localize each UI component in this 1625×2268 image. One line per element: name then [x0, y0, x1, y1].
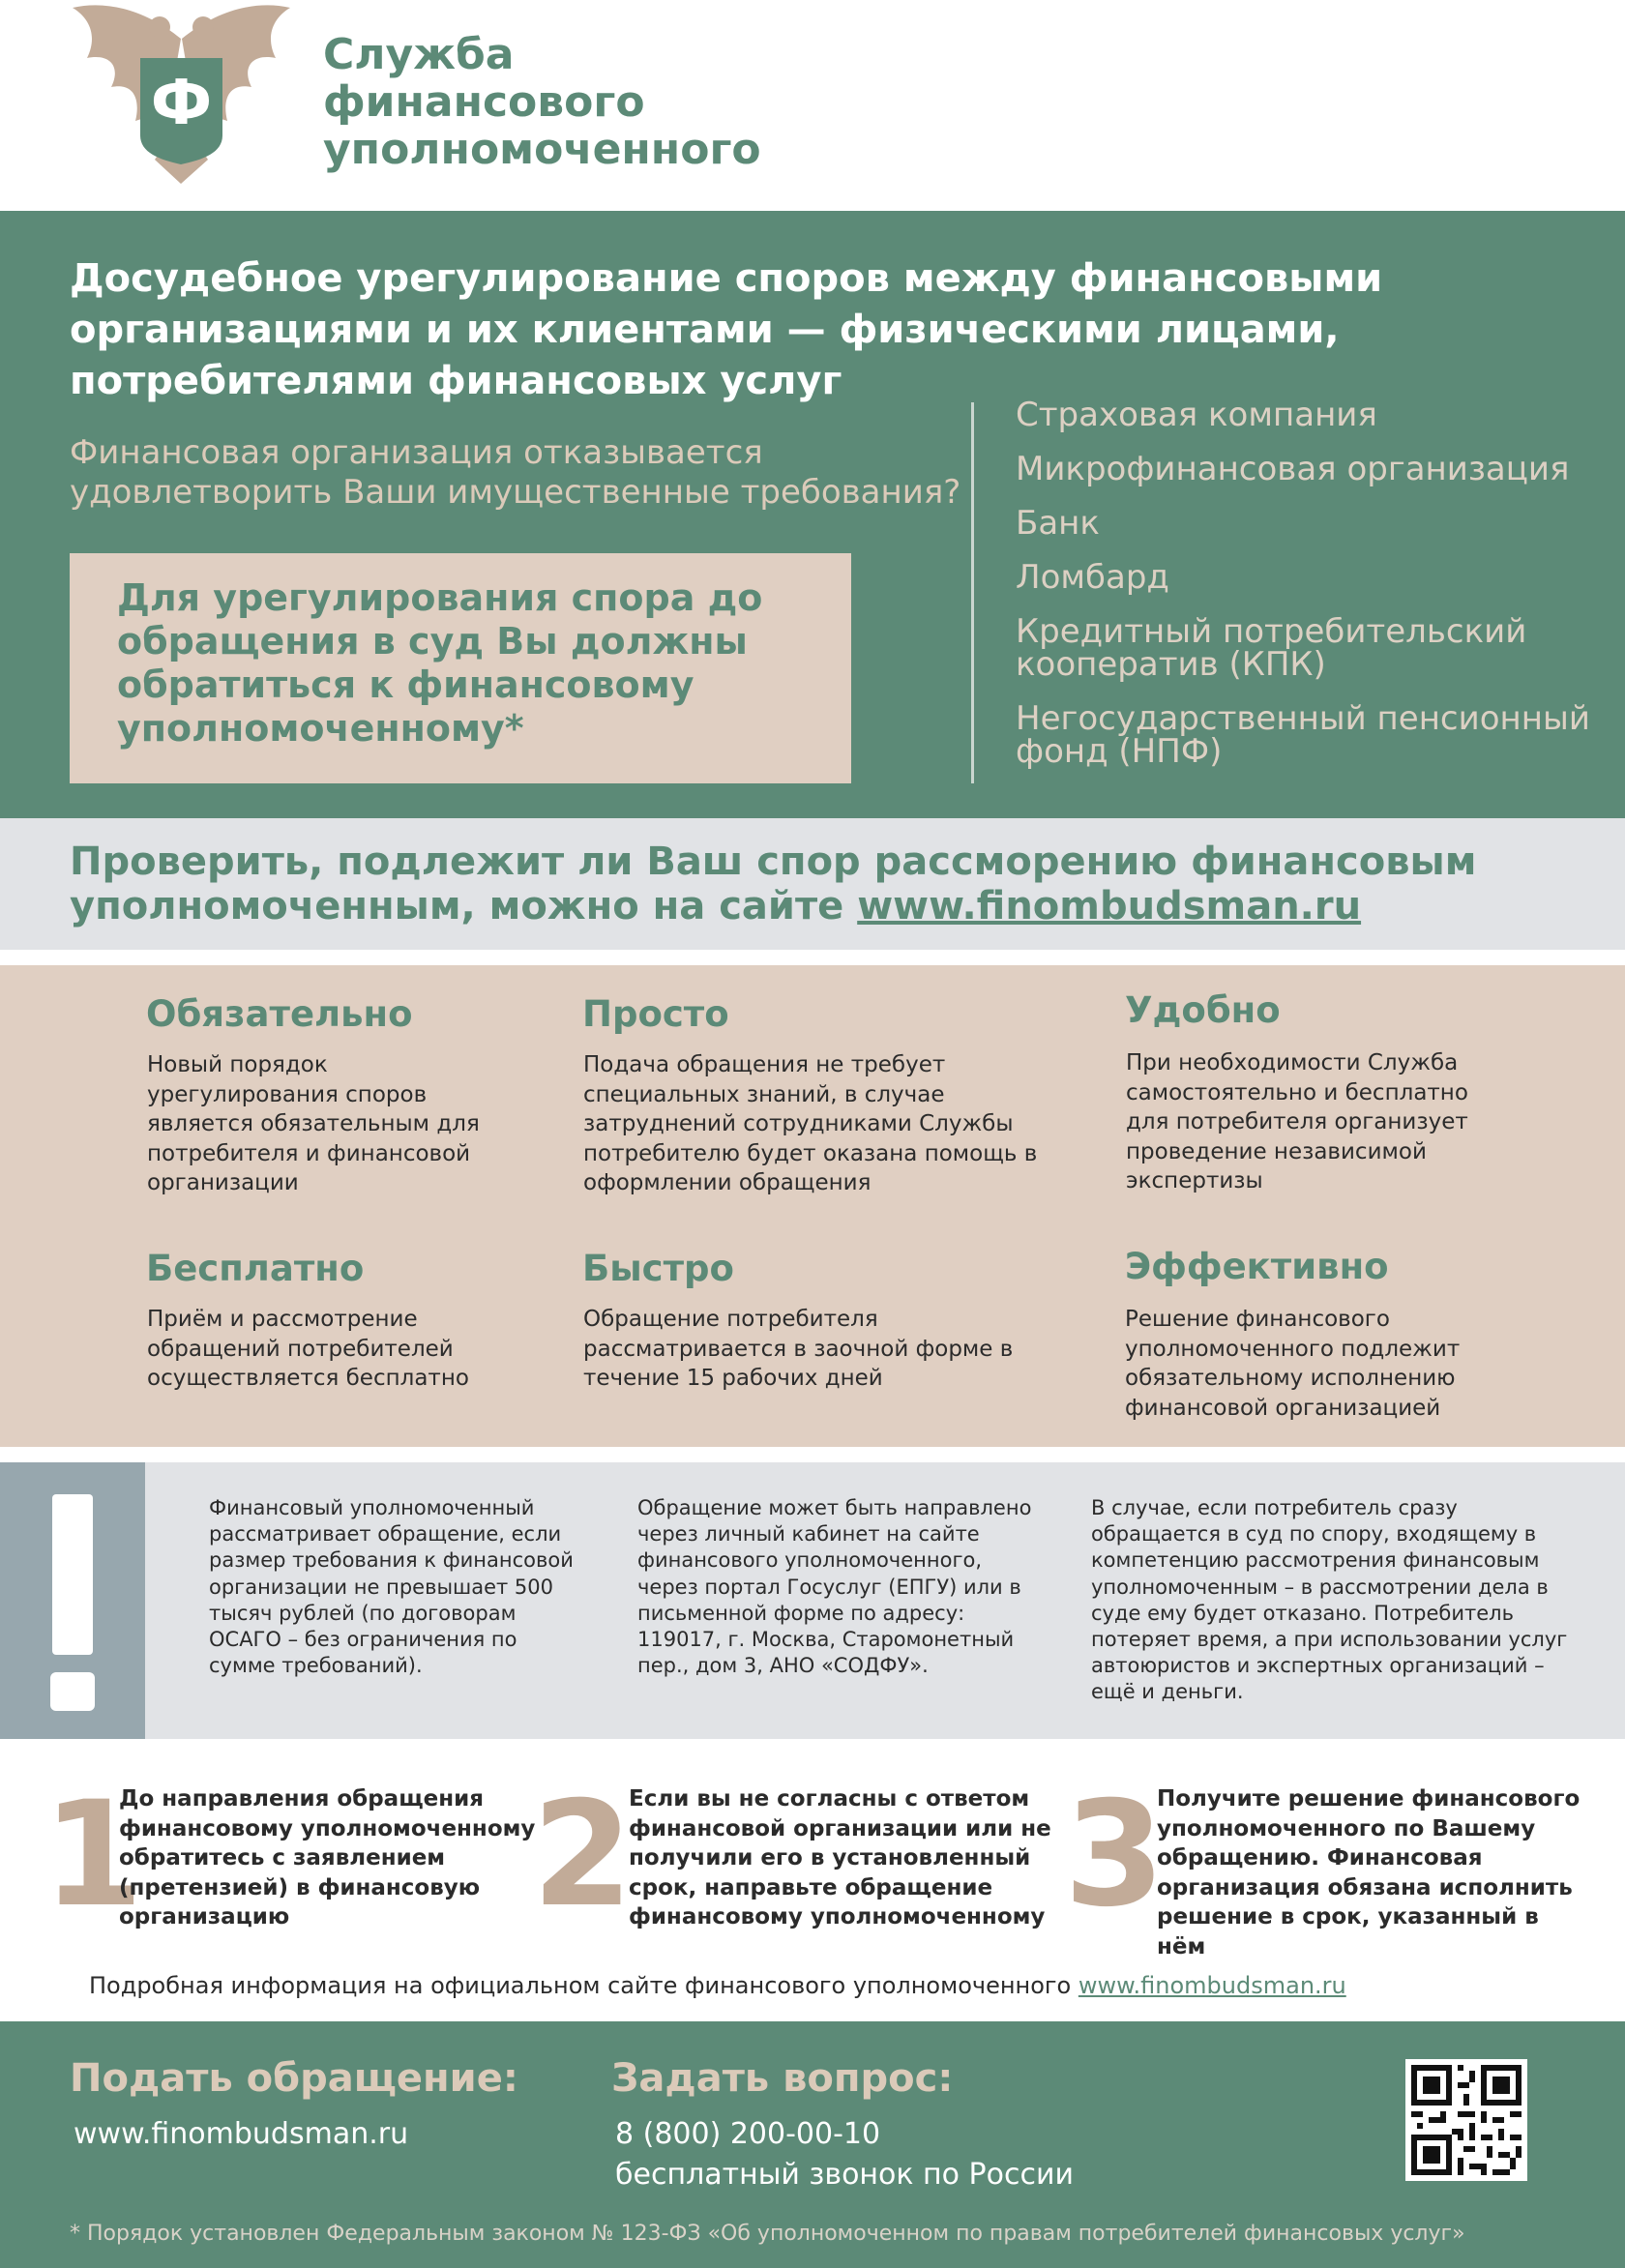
- feature-text: Подача обращения не требует специальных знаний, в случае затруднений сотрудниками Службы потребителю будет оказана помощь в оформлении обращения: [583, 1052, 1038, 1195]
- footnote: * Порядок установлен Федеральным законом № 123-ФЗ «Об уполномоченном по правам потребителей финансовых услуг»: [70, 2222, 1465, 2246]
- info-site-link[interactable]: www.finombudsman.ru: [1078, 1972, 1346, 1999]
- step-number: 3: [1064, 1771, 1166, 1939]
- feature-title: Просто: [582, 993, 729, 1035]
- step-text: Получите решение финансового уполномоченного по Вашему обращению. Финансовая организация обязана исполнить решение в срок, указанный в нём: [1157, 1786, 1581, 1959]
- phone-number[interactable]: 8 (800) 200-00-10: [615, 2117, 881, 2151]
- org-name-line: Служба: [323, 30, 515, 79]
- org-name: [323, 31, 761, 173]
- feature-title: Обязательно: [146, 993, 413, 1035]
- logo-emblem-icon: [68, 0, 295, 184]
- check-text-body: Проверить, подлежит ли Ваш спор рассморению финансовым уполномоченным, можно на сайте: [70, 839, 1477, 928]
- feature-title: Быстро: [582, 1248, 734, 1289]
- submit-title: Подать обращение:: [70, 2056, 518, 2101]
- feature-text: При необходимости Служба самостоятельно и бесплатно для потребителя организует проведение независимой экспертизы: [1126, 1050, 1468, 1193]
- exclamation-icon: [41, 1494, 104, 1711]
- qr-code-icon[interactable]: [1405, 2059, 1527, 2181]
- feature-text: Решение финансового уполномоченного подлежит обязательному исполнению финансовой организацией: [1125, 1307, 1461, 1421]
- intro-callout-text: Для урегулирования спора до обращения в суд Вы должны обратиться к финансовому уполномоченному*: [117, 576, 763, 750]
- ask-title: Задать вопрос:: [611, 2056, 954, 2101]
- intro-divider: [971, 402, 974, 783]
- org-name-line: финансового: [323, 77, 645, 127]
- submit-site-link[interactable]: www.finombudsman.ru: [74, 2117, 409, 2151]
- feature-title: Удобно: [1125, 989, 1281, 1031]
- check-site-link[interactable]: www.finombudsman.ru: [857, 884, 1362, 928]
- info-text: Подробная информация на официальном сайте финансового уполномоченного: [89, 1972, 1078, 1999]
- organization-item: Ломбард: [1016, 558, 1169, 597]
- note-text: Обращение может быть направлено через личный кабинет на сайте финансового уполномоченного, через портал Госуслуг (ЕПГУ) или в письменной форме по адресу: 119017, г. Москва, Старомонетный пер., дом 3, АНО «СОДФУ».: [637, 1496, 1032, 1678]
- note-text: Финансовый уполномоченный рассматривает обращение, если размер требования к финансовой организации не превышает 500 тысяч рублей (по договорам ОСАГО – без ограничения по сумме требований).: [209, 1496, 574, 1678]
- organization-item: Страховая компания: [1016, 396, 1377, 434]
- organization-item: Кредитный потребительский кооператив (КПК): [1016, 612, 1527, 684]
- step-number: 1: [43, 1771, 144, 1939]
- feature-text: Обращение потребителя рассматривается в заочной форме в течение 15 рабочих дней: [583, 1307, 1014, 1391]
- feature-text: Новый порядок урегулирования споров является обязательным для потребителя и финансовой организации: [147, 1052, 480, 1195]
- organization-item: Негосударственный пенсионный фонд (НПФ): [1016, 699, 1590, 771]
- qr-code-pattern: [1405, 2059, 1527, 2181]
- logo-letter: Ф: [150, 68, 213, 139]
- organization-item: Банк: [1016, 504, 1100, 543]
- note-text: В случае, если потребитель сразу обращается в суд по спору, входящему в компетенцию рассмотрения финансовым уполномоченным – в рассмотрении дела в суде ему будет отказано. Потребитель потеряет время, а при использовании услуг автоюристов и экспертных организаций – ещё и деньги.: [1091, 1496, 1568, 1704]
- step-number: 2: [532, 1771, 634, 1939]
- feature-title: Бесплатно: [146, 1248, 365, 1289]
- step-text: Если вы не согласны с ответом финансовой организации или не получили его в установленный срок, направьте обращение финансовому уполномоченному: [629, 1786, 1051, 1929]
- intro-question: Финансовая организация отказывается удовлетворить Ваши имущественные требования?: [70, 433, 961, 512]
- step-text: До направления обращения финансовому уполномоченному обратитесь с заявлением (претензией) в финансовую организацию: [119, 1786, 536, 1929]
- feature-text: Приём и рассмотрение обращений потребителей осуществляется бесплатно: [147, 1307, 469, 1391]
- organization-item: Микрофинансовая организация: [1016, 450, 1570, 488]
- info-line: [89, 1970, 1540, 2001]
- intro-title: Досудебное урегулирование споров между финансовыми организациями и их клиентами — физическими лицами, потребителями финансовых услуг: [70, 256, 1383, 403]
- org-name-line: уполномоченного: [323, 125, 761, 174]
- feature-title: Эффективно: [1125, 1246, 1389, 1287]
- phone-note: бесплатный звонок по России: [615, 2158, 1074, 2192]
- check-text: [70, 839, 1579, 928]
- organization-list: [1016, 398, 1596, 789]
